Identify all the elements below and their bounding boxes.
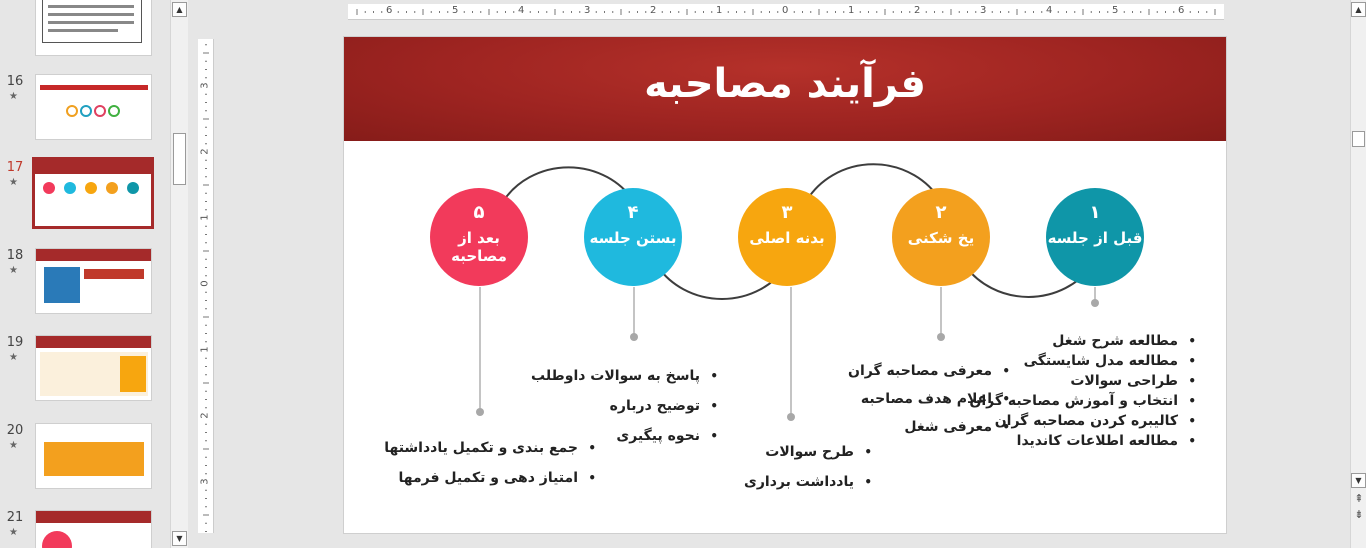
thumbnail-20[interactable] [0, 423, 170, 493]
step-number: ۲ [935, 202, 947, 223]
thumbnail-21[interactable] [0, 510, 170, 548]
thumbnail-image[interactable] [35, 335, 152, 401]
step-number: ۵ [473, 202, 485, 223]
slide-title[interactable]: فرآیند مصاحبه [644, 61, 926, 107]
bullet-item: • مطالعه مدل شایستگی [969, 351, 1196, 371]
step-label: قبل از جلسه [1047, 229, 1143, 247]
thumbnail-number: 17 [6, 160, 24, 175]
ruler-label: 3 [199, 478, 211, 485]
thumbnail-image[interactable] [35, 510, 152, 548]
ruler-label: 2 [199, 148, 211, 155]
step-number: ۳ [781, 202, 793, 223]
bullet-item: • توضیح درباره [531, 391, 718, 421]
animation-star-icon: ★ [9, 352, 18, 363]
previous-slide-button[interactable]: ⇞ [1354, 492, 1364, 505]
scrollbar-thumb[interactable] [1352, 131, 1365, 147]
ruler-label: 3 [199, 82, 211, 89]
step-circle-2[interactable] [892, 188, 990, 286]
bullet-item: • معرفی مصاحبه گران [848, 357, 1010, 385]
ruler-label: 4 [518, 5, 525, 16]
bullet-list-step-5[interactable] [384, 433, 596, 493]
animation-star-icon: ★ [9, 527, 18, 538]
ruler-label: 5 [1112, 5, 1119, 16]
bullet-item: • معرفی شغل [848, 413, 1010, 441]
bullet-item: • کالیبره کردن مصاحبه گران [969, 411, 1196, 431]
scroll-up-button[interactable]: ▲ [172, 2, 187, 17]
thumbnail-number: 16 [6, 74, 24, 89]
thumbnail-number: 18 [6, 248, 24, 263]
ruler-label: 2 [914, 5, 921, 16]
ruler-label: 0 [199, 280, 211, 287]
thumbnail-image[interactable] [35, 74, 152, 140]
thumbnail-number: 21 [6, 510, 24, 525]
bullet-item: • مطالعه اطلاعات کاندیدا [969, 431, 1196, 451]
step-circle-3[interactable] [738, 188, 836, 286]
step-circle-1[interactable] [1046, 188, 1144, 286]
ruler-label: 6 [386, 5, 393, 16]
ruler-label: 3 [980, 5, 987, 16]
connector-dot [787, 413, 795, 421]
bullet-list-step-2[interactable] [848, 357, 1010, 441]
connector-dot [937, 333, 945, 341]
ruler-label: 4 [1046, 5, 1053, 16]
animation-star-icon: ★ [9, 177, 18, 188]
connector-dot [476, 408, 484, 416]
thumbnail-16[interactable] [0, 74, 170, 144]
bullet-item: • مطالعه شرح شغل [969, 331, 1196, 351]
animation-star-icon: ★ [9, 265, 18, 276]
next-slide-button[interactable]: ⇟ [1354, 508, 1364, 521]
bullet-item: • پاسخ به سوالات داوطلب [531, 361, 718, 391]
connector-dot [1091, 299, 1099, 307]
vertical-ruler[interactable] [198, 39, 214, 533]
editor-scrollbar[interactable] [1350, 0, 1366, 548]
scrollbar-thumb[interactable] [173, 133, 186, 185]
animation-star-icon: ★ [9, 440, 18, 451]
thumbnail-image[interactable] [35, 423, 152, 489]
slide-canvas[interactable] [344, 37, 1226, 533]
scroll-up-button[interactable]: ▲ [1351, 2, 1366, 17]
step-number: ۴ [627, 202, 639, 223]
thumbnails-scrollbar[interactable] [170, 0, 188, 548]
ruler-label: 2 [199, 412, 211, 419]
ruler-label: 3 [584, 5, 591, 16]
bullet-item: • انتخاب و آموزش مصاحبه گران [969, 391, 1196, 411]
horizontal-ruler[interactable] [348, 4, 1224, 20]
bullet-item: • یادداشت برداری [744, 467, 872, 497]
bullet-list-step-3[interactable] [744, 437, 872, 497]
thumbnail-image[interactable] [35, 0, 152, 56]
thumbnail-15[interactable] [0, 0, 170, 60]
step-circle-5[interactable] [430, 188, 528, 286]
bullet-item: • طراحی سوالات [969, 371, 1196, 391]
scroll-down-button[interactable]: ▼ [1351, 473, 1366, 488]
ruler-label: 1 [199, 214, 211, 221]
bullet-item: • طرح سوالات [744, 437, 872, 467]
step-number: ۱ [1089, 202, 1101, 223]
thumbnail-number: 19 [6, 335, 24, 350]
connector-dot [630, 333, 638, 341]
ruler-label: 0 [782, 5, 789, 16]
thumbnail-image[interactable] [35, 248, 152, 314]
thumbnail-17[interactable] [0, 160, 170, 230]
thumbnail-18[interactable] [0, 248, 170, 318]
ruler-label: 2 [650, 5, 657, 16]
bullet-item: • جمع بندی و تکمیل یادداشتها [384, 433, 596, 463]
bullet-item: • اعلام هدف مصاحبه [848, 385, 1010, 413]
ruler-label: 1 [716, 5, 723, 16]
ruler-label: 5 [452, 5, 459, 16]
step-label: بدنه اصلی [749, 229, 825, 247]
thumbnail-19[interactable] [0, 335, 170, 405]
step-circle-4[interactable] [584, 188, 682, 286]
thumbnail-image-selected[interactable] [32, 157, 154, 229]
slide-thumbnails-pane [0, 0, 170, 548]
bullet-item: • نحوه پیگیری [531, 421, 718, 451]
ruler-label: 1 [199, 346, 211, 353]
step-label: یخ شکنی [907, 229, 975, 247]
scroll-down-button[interactable]: ▼ [172, 531, 187, 546]
animation-star-icon: ★ [9, 91, 18, 102]
step-label: بعد از مصاحبه [451, 229, 507, 265]
ruler-label: 6 [1178, 5, 1185, 16]
thumbnail-number: 20 [6, 423, 24, 438]
bullet-item: • امتیاز دهی و تکمیل فرمها [384, 463, 596, 493]
step-label: بستن جلسه [589, 229, 677, 247]
ruler-label: 1 [848, 5, 855, 16]
